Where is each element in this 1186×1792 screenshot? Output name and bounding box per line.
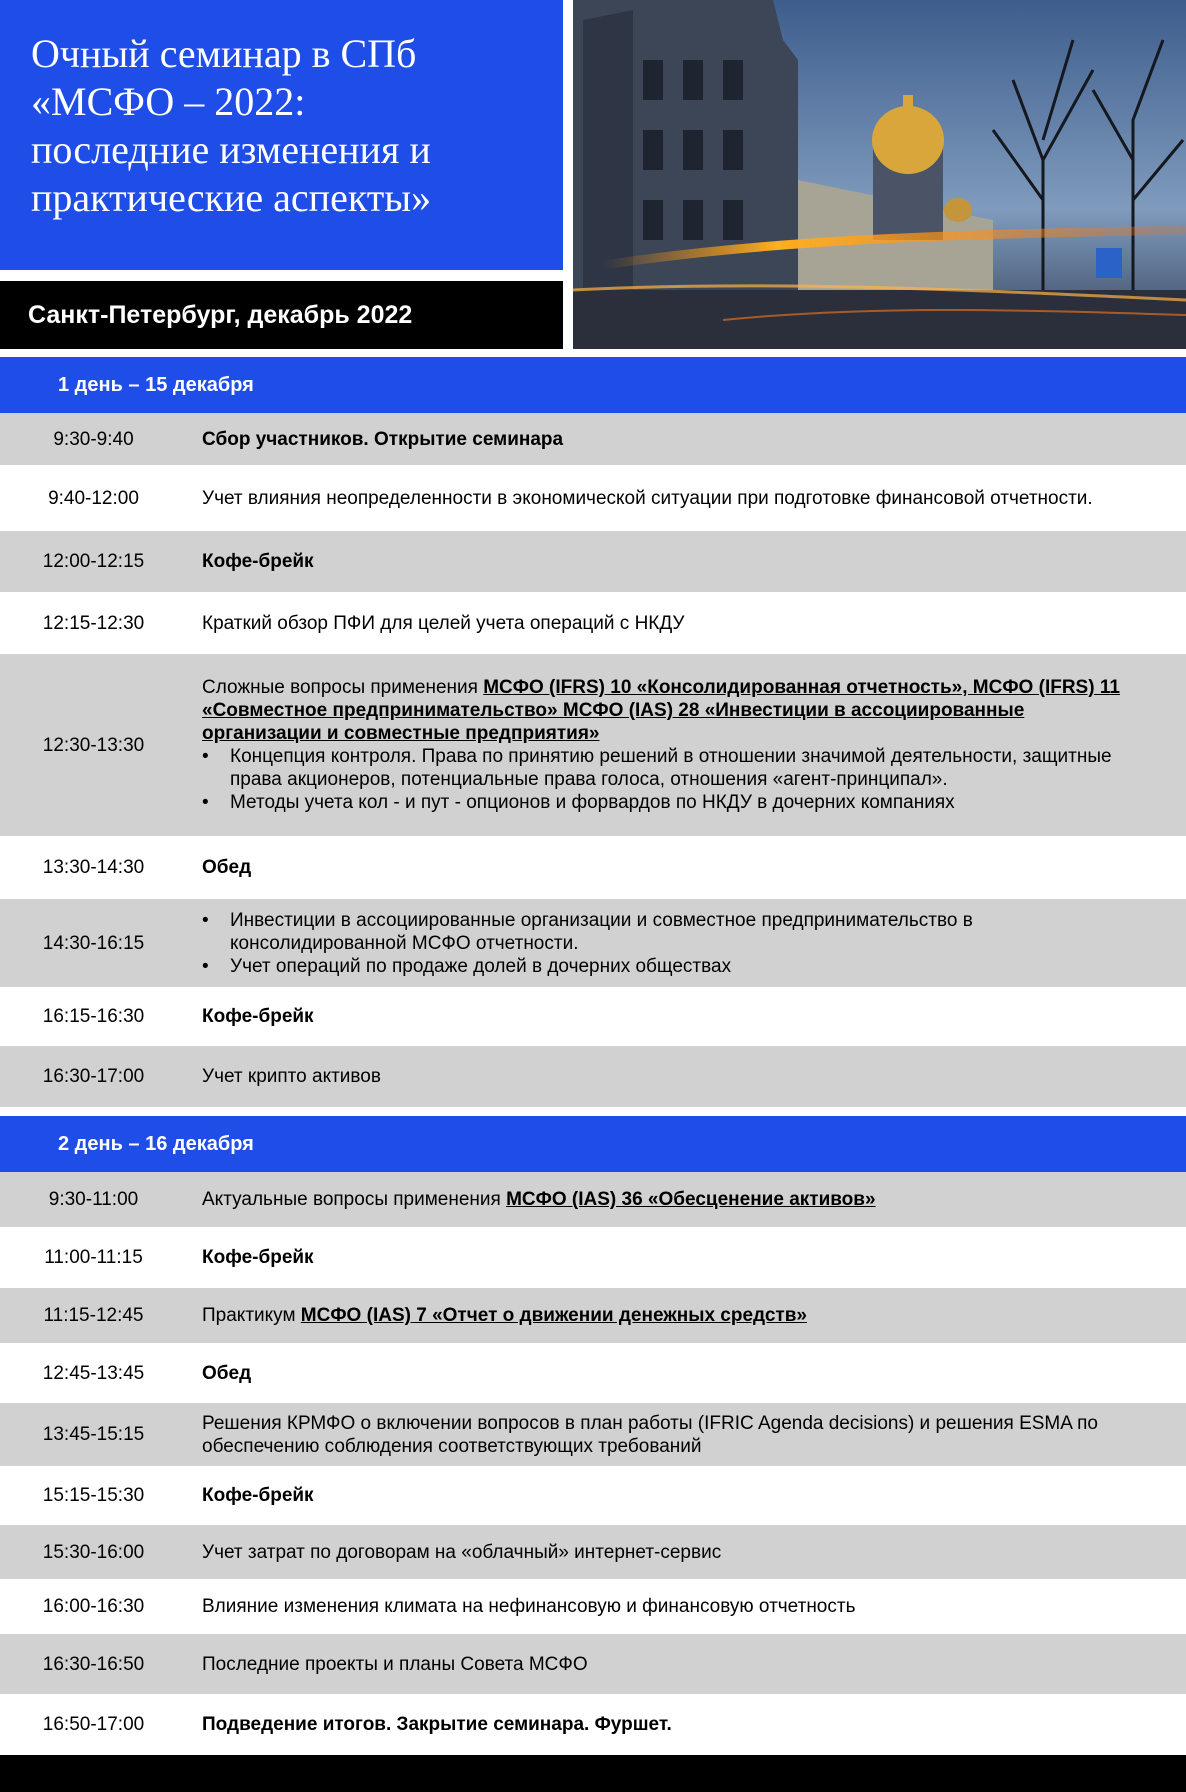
row-description: Краткий обзор ПФИ для целей учета операций с НКДУ	[202, 612, 685, 634]
row-time: 9:30-11:00	[48, 1189, 139, 1210]
title-line: последние изменения и	[31, 127, 431, 172]
seminar-title-block	[0, 0, 563, 270]
row-time: 11:00-11:15	[44, 1247, 143, 1268]
row-time: 16:00-16:30	[42, 1596, 145, 1617]
footer-bar	[0, 1755, 1186, 1792]
row-time: 16:15-16:30	[42, 1006, 145, 1027]
row-time: 11:15-12:45	[43, 1305, 144, 1326]
row-time: 9:30-9:40	[53, 428, 134, 450]
schedule-row	[0, 531, 1186, 592]
schedule-row	[0, 1172, 1186, 1227]
standard-reference: МСФО (IAS) 7 «Отчет о движении денежных средств»	[300, 1305, 807, 1326]
st-petersburg-photo	[573, 0, 1186, 349]
row-description: Влияние изменения климата на нефинансовую и финансовую отчетность	[202, 1596, 856, 1617]
description-prefix: Актуальные вопросы применения	[202, 1189, 507, 1210]
row-description: Учет влияния неопределенности в экономической ситуации при подготовке финансовой отчетности.	[202, 487, 1093, 509]
row-description: Кофе-брейк	[202, 1485, 314, 1506]
description-prefix: Сложные вопросы применения	[202, 677, 484, 698]
row-description: Учет затрат по договорам на «облачный» интернет-сервис	[202, 1541, 722, 1563]
row-time: 16:30-16:50	[42, 1653, 145, 1675]
day-1-header: 1 день – 15 декабря	[0, 357, 1186, 413]
row-description: Обед	[202, 857, 252, 878]
row-description	[187, 676, 1186, 814]
row-description: Сбор участников. Открытие семинара	[202, 428, 564, 450]
row-description	[187, 909, 1186, 978]
standard-reference: МСФО (IAS) 36 «Обесценение активов»	[506, 1189, 876, 1210]
schedule-row	[0, 592, 1186, 654]
row-description: Учет крипто активов	[202, 1066, 381, 1087]
schedule-row	[0, 1634, 1186, 1694]
bullet-item: • Методы учета кол - и пут - опционов и форвардов по НКДУ в дочерних компаниях	[202, 791, 1126, 814]
row-description: Кофе-брейк	[202, 1247, 314, 1268]
row-time: 16:30-17:00	[42, 1066, 145, 1087]
row-description: Последние проекты и планы Совета МСФО	[202, 1653, 588, 1675]
schedule-row	[0, 465, 1186, 531]
row-time: 12:45-13:45	[42, 1362, 145, 1384]
row-description: Решения КРМФО о включении вопросов в план работы (IFRIC Agenda decisions) и решения ESMA по обеспечению соблюдения соответствующих требований	[202, 1412, 1098, 1457]
bullet-list	[202, 745, 1126, 814]
schedule-row	[0, 899, 1186, 987]
city-date-bar: Санкт-Петербург, декабрь 2022	[0, 281, 563, 349]
schedule-row	[0, 413, 1186, 465]
row-time: 12:30-13:30	[42, 734, 145, 756]
row-time: 15:30-16:00	[42, 1541, 145, 1563]
bullet-list	[202, 909, 1126, 978]
title-line: «МСФО – 2022:	[31, 79, 306, 124]
row-time: 15:15-15:30	[42, 1485, 145, 1506]
row-time: 12:00-12:15	[42, 551, 145, 572]
row-time: 13:30-14:30	[42, 857, 145, 878]
schedule-row	[0, 1403, 1186, 1466]
row-description	[187, 1188, 1186, 1211]
row-time: 14:30-16:15	[42, 932, 145, 954]
schedule-row	[0, 987, 1186, 1046]
row-time: 16:50-17:00	[42, 1714, 145, 1735]
row-description: Кофе-брейк	[202, 551, 314, 572]
row-description: Подведение итогов. Закрытие семинара. Фуршет.	[202, 1714, 672, 1735]
schedule-row	[0, 1579, 1186, 1634]
schedule-row	[0, 1343, 1186, 1403]
schedule-row	[0, 1288, 1186, 1343]
title-line: практические аспекты»	[31, 175, 432, 220]
title-line: Очный семинар в СПб	[31, 31, 417, 76]
schedule-row	[0, 1525, 1186, 1579]
schedule-row	[0, 1227, 1186, 1288]
schedule-row	[0, 836, 1186, 899]
day-2-header: 2 день – 16 декабря	[0, 1116, 1186, 1172]
schedule-row	[0, 1466, 1186, 1525]
bullet-item: • Инвестиции в ассоциированные организации и совместное предпринимательство в консолидированной МСФО отчетности.	[202, 909, 1126, 955]
standard-reference: МСФО (IFRS) 10 «Консолидированная отчетность», МСФО (IFRS) 11 «Совместное предпринимательство» МСФО (IAS) 28 «Инвестиции в ассоциированные организации и совместные предприятия»	[202, 677, 1120, 744]
schedule-row	[0, 1046, 1186, 1107]
row-description: Обед	[202, 1362, 252, 1384]
bullet-item: • Концепция контроля. Права по принятию решений в отношении значимой деятельности, защитные права акционеров, потенциальные права голоса, отношения «агент-принципал».	[202, 745, 1126, 791]
bullet-item: • Учет операций по продаже долей в дочерних обществах	[202, 955, 1126, 978]
schedule-row	[0, 1694, 1186, 1755]
row-time: 12:15-12:30	[42, 612, 145, 634]
row-description: Кофе-брейк	[202, 1006, 314, 1027]
row-time: 13:45-15:15	[42, 1424, 145, 1445]
row-time: 9:40-12:00	[48, 487, 139, 509]
schedule-row	[0, 654, 1186, 836]
row-description	[187, 1304, 1186, 1327]
description-prefix: Практикум	[202, 1305, 301, 1326]
